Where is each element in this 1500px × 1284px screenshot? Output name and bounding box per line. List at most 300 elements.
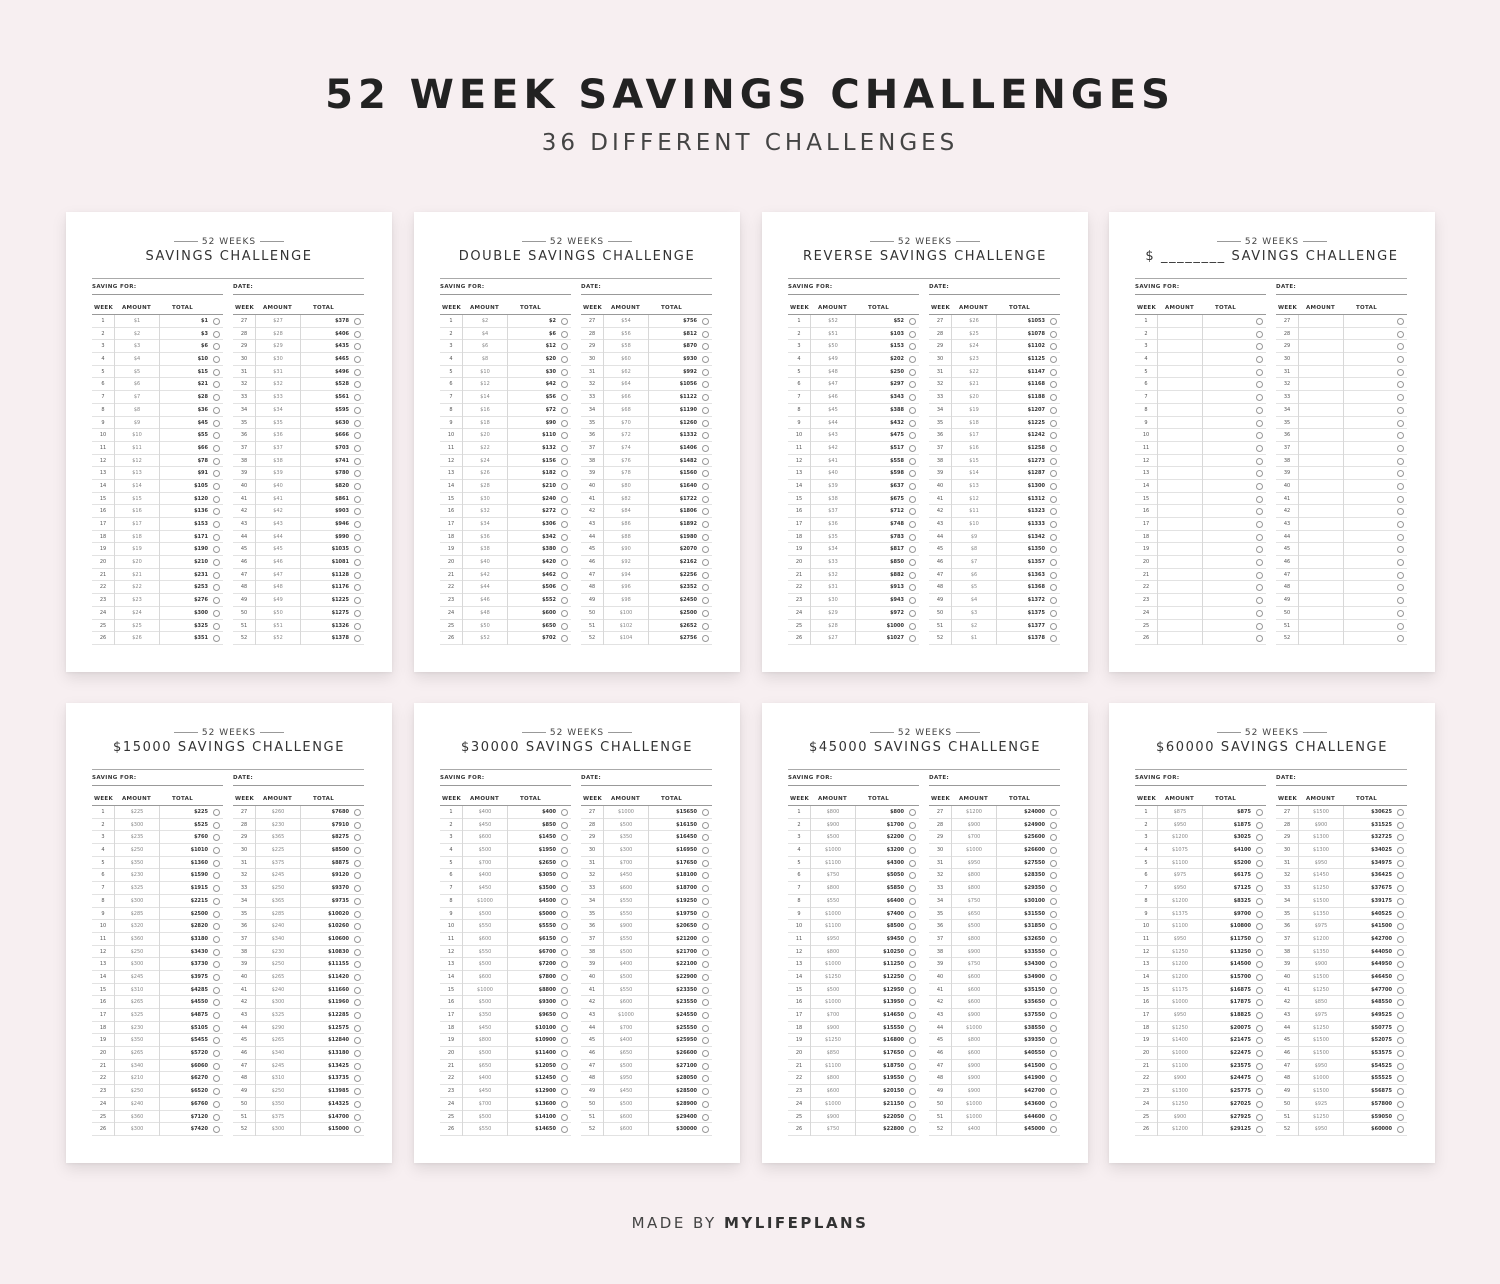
checkbox-circle-icon[interactable] (213, 911, 220, 918)
date-field[interactable] (929, 284, 1060, 295)
checkbox-circle-icon[interactable] (1050, 445, 1057, 452)
checkbox-circle-icon[interactable] (354, 860, 361, 867)
checkbox-circle-icon[interactable] (561, 432, 568, 439)
checkbox-circle-icon[interactable] (1050, 356, 1057, 363)
checkbox-circle-icon[interactable] (909, 885, 916, 892)
checkbox-circle-icon[interactable] (1397, 1101, 1404, 1108)
checkbox-circle-icon[interactable] (1397, 584, 1404, 591)
checkbox-circle-icon[interactable] (561, 860, 568, 867)
checkbox-circle-icon[interactable] (1050, 1088, 1057, 1095)
checkbox-circle-icon[interactable] (561, 534, 568, 541)
checkbox-circle-icon[interactable] (909, 369, 916, 376)
checkbox-circle-icon[interactable] (702, 407, 709, 414)
checkbox-circle-icon[interactable] (909, 1012, 916, 1019)
checkbox-circle-icon[interactable] (1397, 999, 1404, 1006)
checkbox-circle-icon[interactable] (1256, 318, 1263, 325)
checkbox-circle-icon[interactable] (1397, 572, 1404, 579)
checkbox-circle-icon[interactable] (561, 343, 568, 350)
checkbox-circle-icon[interactable] (909, 961, 916, 968)
checkbox-circle-icon[interactable] (1397, 1114, 1404, 1121)
checkbox-circle-icon[interactable] (1397, 318, 1404, 325)
checkbox-circle-icon[interactable] (561, 369, 568, 376)
checkbox-circle-icon[interactable] (354, 872, 361, 879)
checkbox-circle-icon[interactable] (1256, 1126, 1263, 1133)
checkbox-circle-icon[interactable] (1050, 911, 1057, 918)
checkbox-circle-icon[interactable] (909, 483, 916, 490)
checkbox-circle-icon[interactable] (1256, 936, 1263, 943)
checkbox-circle-icon[interactable] (702, 1063, 709, 1070)
checkbox-circle-icon[interactable] (354, 885, 361, 892)
checkbox-circle-icon[interactable] (561, 1050, 568, 1057)
checkbox-circle-icon[interactable] (354, 1075, 361, 1082)
checkbox-circle-icon[interactable] (1050, 597, 1057, 604)
checkbox-circle-icon[interactable] (1256, 331, 1263, 338)
checkbox-circle-icon[interactable] (909, 470, 916, 477)
checkbox-circle-icon[interactable] (213, 559, 220, 566)
checkbox-circle-icon[interactable] (702, 356, 709, 363)
checkbox-circle-icon[interactable] (354, 610, 361, 617)
checkbox-circle-icon[interactable] (1256, 394, 1263, 401)
checkbox-circle-icon[interactable] (702, 872, 709, 879)
checkbox-circle-icon[interactable] (702, 987, 709, 994)
checkbox-circle-icon[interactable] (702, 1126, 709, 1133)
checkbox-circle-icon[interactable] (1256, 1101, 1263, 1108)
checkbox-circle-icon[interactable] (909, 597, 916, 604)
checkbox-circle-icon[interactable] (702, 1114, 709, 1121)
checkbox-circle-icon[interactable] (561, 872, 568, 879)
checkbox-circle-icon[interactable] (1397, 949, 1404, 956)
checkbox-circle-icon[interactable] (702, 936, 709, 943)
checkbox-circle-icon[interactable] (561, 1126, 568, 1133)
checkbox-circle-icon[interactable] (1050, 974, 1057, 981)
checkbox-circle-icon[interactable] (1050, 1012, 1057, 1019)
checkbox-circle-icon[interactable] (1397, 885, 1404, 892)
saving-for-field[interactable] (788, 284, 919, 295)
checkbox-circle-icon[interactable] (1050, 534, 1057, 541)
checkbox-circle-icon[interactable] (1397, 534, 1404, 541)
checkbox-circle-icon[interactable] (213, 999, 220, 1006)
checkbox-circle-icon[interactable] (702, 381, 709, 388)
checkbox-circle-icon[interactable] (702, 1101, 709, 1108)
checkbox-circle-icon[interactable] (213, 508, 220, 515)
checkbox-circle-icon[interactable] (354, 318, 361, 325)
checkbox-circle-icon[interactable] (702, 420, 709, 427)
checkbox-circle-icon[interactable] (354, 496, 361, 503)
checkbox-circle-icon[interactable] (1256, 635, 1263, 642)
checkbox-circle-icon[interactable] (1050, 999, 1057, 1006)
checkbox-circle-icon[interactable] (702, 1050, 709, 1057)
checkbox-circle-icon[interactable] (354, 483, 361, 490)
date-field[interactable] (581, 775, 712, 786)
checkbox-circle-icon[interactable] (702, 623, 709, 630)
checkbox-circle-icon[interactable] (1397, 1025, 1404, 1032)
checkbox-circle-icon[interactable] (702, 445, 709, 452)
checkbox-circle-icon[interactable] (354, 356, 361, 363)
checkbox-circle-icon[interactable] (561, 394, 568, 401)
checkbox-circle-icon[interactable] (213, 809, 220, 816)
checkbox-circle-icon[interactable] (1050, 1126, 1057, 1133)
checkbox-circle-icon[interactable] (1256, 483, 1263, 490)
checkbox-circle-icon[interactable] (1050, 623, 1057, 630)
checkbox-circle-icon[interactable] (561, 458, 568, 465)
checkbox-circle-icon[interactable] (702, 508, 709, 515)
checkbox-circle-icon[interactable] (1397, 470, 1404, 477)
checkbox-circle-icon[interactable] (1397, 597, 1404, 604)
checkbox-circle-icon[interactable] (354, 331, 361, 338)
checkbox-circle-icon[interactable] (909, 911, 916, 918)
checkbox-circle-icon[interactable] (1397, 923, 1404, 930)
checkbox-circle-icon[interactable] (1050, 847, 1057, 854)
checkbox-circle-icon[interactable] (1397, 1012, 1404, 1019)
checkbox-circle-icon[interactable] (1050, 394, 1057, 401)
checkbox-circle-icon[interactable] (1397, 1126, 1404, 1133)
checkbox-circle-icon[interactable] (561, 834, 568, 841)
checkbox-circle-icon[interactable] (213, 961, 220, 968)
checkbox-circle-icon[interactable] (909, 1088, 916, 1095)
checkbox-circle-icon[interactable] (213, 898, 220, 905)
checkbox-circle-icon[interactable] (1256, 1063, 1263, 1070)
checkbox-circle-icon[interactable] (909, 546, 916, 553)
checkbox-circle-icon[interactable] (213, 885, 220, 892)
checkbox-circle-icon[interactable] (213, 381, 220, 388)
checkbox-circle-icon[interactable] (702, 809, 709, 816)
checkbox-circle-icon[interactable] (909, 394, 916, 401)
checkbox-circle-icon[interactable] (213, 584, 220, 591)
checkbox-circle-icon[interactable] (1050, 635, 1057, 642)
checkbox-circle-icon[interactable] (561, 420, 568, 427)
checkbox-circle-icon[interactable] (1050, 809, 1057, 816)
checkbox-circle-icon[interactable] (561, 1037, 568, 1044)
checkbox-circle-icon[interactable] (561, 987, 568, 994)
checkbox-circle-icon[interactable] (213, 432, 220, 439)
checkbox-circle-icon[interactable] (354, 834, 361, 841)
checkbox-circle-icon[interactable] (1256, 1050, 1263, 1057)
checkbox-circle-icon[interactable] (561, 610, 568, 617)
checkbox-circle-icon[interactable] (213, 318, 220, 325)
checkbox-circle-icon[interactable] (354, 381, 361, 388)
checkbox-circle-icon[interactable] (909, 1075, 916, 1082)
checkbox-circle-icon[interactable] (702, 1075, 709, 1082)
checkbox-circle-icon[interactable] (1256, 420, 1263, 427)
checkbox-circle-icon[interactable] (561, 521, 568, 528)
checkbox-circle-icon[interactable] (561, 911, 568, 918)
checkbox-circle-icon[interactable] (909, 1063, 916, 1070)
checkbox-circle-icon[interactable] (909, 420, 916, 427)
checkbox-circle-icon[interactable] (213, 1063, 220, 1070)
checkbox-circle-icon[interactable] (354, 987, 361, 994)
checkbox-circle-icon[interactable] (702, 572, 709, 579)
checkbox-circle-icon[interactable] (1256, 369, 1263, 376)
checkbox-circle-icon[interactable] (1397, 445, 1404, 452)
checkbox-circle-icon[interactable] (1397, 521, 1404, 528)
checkbox-circle-icon[interactable] (1397, 432, 1404, 439)
checkbox-circle-icon[interactable] (1256, 1088, 1263, 1095)
checkbox-circle-icon[interactable] (561, 809, 568, 816)
checkbox-circle-icon[interactable] (1050, 1037, 1057, 1044)
checkbox-circle-icon[interactable] (909, 847, 916, 854)
checkbox-circle-icon[interactable] (1397, 809, 1404, 816)
checkbox-circle-icon[interactable] (213, 834, 220, 841)
checkbox-circle-icon[interactable] (1397, 394, 1404, 401)
checkbox-circle-icon[interactable] (561, 1088, 568, 1095)
checkbox-circle-icon[interactable] (561, 974, 568, 981)
checkbox-circle-icon[interactable] (702, 860, 709, 867)
checkbox-circle-icon[interactable] (213, 822, 220, 829)
checkbox-circle-icon[interactable] (213, 610, 220, 617)
checkbox-circle-icon[interactable] (1256, 961, 1263, 968)
checkbox-circle-icon[interactable] (213, 496, 220, 503)
checkbox-circle-icon[interactable] (909, 356, 916, 363)
checkbox-circle-icon[interactable] (354, 521, 361, 528)
checkbox-circle-icon[interactable] (213, 331, 220, 338)
saving-for-field[interactable] (440, 775, 571, 786)
checkbox-circle-icon[interactable] (354, 572, 361, 579)
checkbox-circle-icon[interactable] (213, 470, 220, 477)
checkbox-circle-icon[interactable] (1397, 974, 1404, 981)
checkbox-circle-icon[interactable] (909, 809, 916, 816)
checkbox-circle-icon[interactable] (909, 898, 916, 905)
checkbox-circle-icon[interactable] (354, 508, 361, 515)
checkbox-circle-icon[interactable] (909, 1126, 916, 1133)
checkbox-circle-icon[interactable] (909, 584, 916, 591)
checkbox-circle-icon[interactable] (561, 572, 568, 579)
checkbox-circle-icon[interactable] (702, 834, 709, 841)
checkbox-circle-icon[interactable] (354, 1114, 361, 1121)
checkbox-circle-icon[interactable] (354, 534, 361, 541)
checkbox-circle-icon[interactable] (1397, 872, 1404, 879)
checkbox-circle-icon[interactable] (909, 534, 916, 541)
checkbox-circle-icon[interactable] (909, 318, 916, 325)
checkbox-circle-icon[interactable] (213, 623, 220, 630)
checkbox-circle-icon[interactable] (909, 860, 916, 867)
checkbox-circle-icon[interactable] (354, 809, 361, 816)
checkbox-circle-icon[interactable] (1256, 860, 1263, 867)
checkbox-circle-icon[interactable] (1050, 343, 1057, 350)
checkbox-circle-icon[interactable] (702, 318, 709, 325)
checkbox-circle-icon[interactable] (1050, 369, 1057, 376)
checkbox-circle-icon[interactable] (1256, 597, 1263, 604)
checkbox-circle-icon[interactable] (1256, 534, 1263, 541)
checkbox-circle-icon[interactable] (1397, 822, 1404, 829)
checkbox-circle-icon[interactable] (561, 898, 568, 905)
date-field[interactable] (1276, 775, 1407, 786)
checkbox-circle-icon[interactable] (1050, 987, 1057, 994)
checkbox-circle-icon[interactable] (213, 949, 220, 956)
checkbox-circle-icon[interactable] (1256, 381, 1263, 388)
checkbox-circle-icon[interactable] (1397, 936, 1404, 943)
checkbox-circle-icon[interactable] (1050, 559, 1057, 566)
checkbox-circle-icon[interactable] (1256, 911, 1263, 918)
checkbox-circle-icon[interactable] (909, 822, 916, 829)
checkbox-circle-icon[interactable] (1397, 458, 1404, 465)
checkbox-circle-icon[interactable] (1256, 885, 1263, 892)
checkbox-circle-icon[interactable] (702, 885, 709, 892)
checkbox-circle-icon[interactable] (354, 1050, 361, 1057)
checkbox-circle-icon[interactable] (1050, 1050, 1057, 1057)
checkbox-circle-icon[interactable] (909, 1037, 916, 1044)
checkbox-circle-icon[interactable] (702, 1025, 709, 1032)
checkbox-circle-icon[interactable] (213, 1050, 220, 1057)
checkbox-circle-icon[interactable] (213, 1037, 220, 1044)
checkbox-circle-icon[interactable] (354, 911, 361, 918)
checkbox-circle-icon[interactable] (354, 822, 361, 829)
checkbox-circle-icon[interactable] (1397, 331, 1404, 338)
checkbox-circle-icon[interactable] (354, 1126, 361, 1133)
checkbox-circle-icon[interactable] (354, 420, 361, 427)
checkbox-circle-icon[interactable] (1397, 623, 1404, 630)
checkbox-circle-icon[interactable] (1397, 610, 1404, 617)
checkbox-circle-icon[interactable] (1050, 1101, 1057, 1108)
checkbox-circle-icon[interactable] (561, 483, 568, 490)
checkbox-circle-icon[interactable] (561, 584, 568, 591)
checkbox-circle-icon[interactable] (909, 331, 916, 338)
checkbox-circle-icon[interactable] (561, 1114, 568, 1121)
checkbox-circle-icon[interactable] (561, 999, 568, 1006)
checkbox-circle-icon[interactable] (1256, 809, 1263, 816)
checkbox-circle-icon[interactable] (354, 369, 361, 376)
checkbox-circle-icon[interactable] (702, 1088, 709, 1095)
checkbox-circle-icon[interactable] (354, 546, 361, 553)
checkbox-circle-icon[interactable] (909, 872, 916, 879)
checkbox-circle-icon[interactable] (354, 445, 361, 452)
checkbox-circle-icon[interactable] (561, 381, 568, 388)
checkbox-circle-icon[interactable] (1256, 1075, 1263, 1082)
checkbox-circle-icon[interactable] (1256, 974, 1263, 981)
checkbox-circle-icon[interactable] (561, 1012, 568, 1019)
checkbox-circle-icon[interactable] (561, 936, 568, 943)
checkbox-circle-icon[interactable] (561, 623, 568, 630)
checkbox-circle-icon[interactable] (1397, 369, 1404, 376)
checkbox-circle-icon[interactable] (213, 572, 220, 579)
checkbox-circle-icon[interactable] (909, 610, 916, 617)
checkbox-circle-icon[interactable] (1050, 432, 1057, 439)
checkbox-circle-icon[interactable] (213, 872, 220, 879)
checkbox-circle-icon[interactable] (213, 923, 220, 930)
checkbox-circle-icon[interactable] (354, 949, 361, 956)
checkbox-circle-icon[interactable] (1050, 470, 1057, 477)
checkbox-circle-icon[interactable] (702, 584, 709, 591)
checkbox-circle-icon[interactable] (354, 597, 361, 604)
checkbox-circle-icon[interactable] (213, 445, 220, 452)
checkbox-circle-icon[interactable] (1397, 987, 1404, 994)
checkbox-circle-icon[interactable] (1397, 898, 1404, 905)
checkbox-circle-icon[interactable] (1397, 483, 1404, 490)
checkbox-circle-icon[interactable] (354, 1037, 361, 1044)
checkbox-circle-icon[interactable] (213, 1114, 220, 1121)
checkbox-circle-icon[interactable] (213, 420, 220, 427)
checkbox-circle-icon[interactable] (1256, 923, 1263, 930)
checkbox-circle-icon[interactable] (909, 559, 916, 566)
checkbox-circle-icon[interactable] (702, 331, 709, 338)
checkbox-circle-icon[interactable] (213, 407, 220, 414)
checkbox-circle-icon[interactable] (1050, 508, 1057, 515)
checkbox-circle-icon[interactable] (354, 1025, 361, 1032)
checkbox-circle-icon[interactable] (1256, 407, 1263, 414)
checkbox-circle-icon[interactable] (561, 318, 568, 325)
checkbox-circle-icon[interactable] (1050, 546, 1057, 553)
checkbox-circle-icon[interactable] (702, 911, 709, 918)
checkbox-circle-icon[interactable] (1397, 420, 1404, 427)
date-field[interactable] (1276, 284, 1407, 295)
checkbox-circle-icon[interactable] (1050, 331, 1057, 338)
checkbox-circle-icon[interactable] (1397, 381, 1404, 388)
checkbox-circle-icon[interactable] (354, 407, 361, 414)
checkbox-circle-icon[interactable] (1256, 898, 1263, 905)
checkbox-circle-icon[interactable] (561, 407, 568, 414)
checkbox-circle-icon[interactable] (702, 546, 709, 553)
checkbox-circle-icon[interactable] (1050, 949, 1057, 956)
checkbox-circle-icon[interactable] (1256, 987, 1263, 994)
checkbox-circle-icon[interactable] (1397, 496, 1404, 503)
checkbox-circle-icon[interactable] (909, 949, 916, 956)
checkbox-circle-icon[interactable] (702, 610, 709, 617)
checkbox-circle-icon[interactable] (702, 559, 709, 566)
checkbox-circle-icon[interactable] (702, 496, 709, 503)
checkbox-circle-icon[interactable] (354, 923, 361, 930)
checkbox-circle-icon[interactable] (561, 546, 568, 553)
checkbox-circle-icon[interactable] (702, 394, 709, 401)
checkbox-circle-icon[interactable] (1256, 508, 1263, 515)
checkbox-circle-icon[interactable] (213, 974, 220, 981)
checkbox-circle-icon[interactable] (1256, 822, 1263, 829)
checkbox-circle-icon[interactable] (354, 635, 361, 642)
checkbox-circle-icon[interactable] (1050, 1063, 1057, 1070)
saving-for-field[interactable] (788, 775, 919, 786)
date-field[interactable] (581, 284, 712, 295)
checkbox-circle-icon[interactable] (1256, 559, 1263, 566)
checkbox-circle-icon[interactable] (909, 343, 916, 350)
checkbox-circle-icon[interactable] (213, 369, 220, 376)
checkbox-circle-icon[interactable] (1050, 584, 1057, 591)
checkbox-circle-icon[interactable] (1397, 343, 1404, 350)
checkbox-circle-icon[interactable] (702, 470, 709, 477)
checkbox-circle-icon[interactable] (213, 597, 220, 604)
checkbox-circle-icon[interactable] (1397, 860, 1404, 867)
checkbox-circle-icon[interactable] (561, 1075, 568, 1082)
checkbox-circle-icon[interactable] (1256, 872, 1263, 879)
checkbox-circle-icon[interactable] (1397, 1088, 1404, 1095)
checkbox-circle-icon[interactable] (909, 496, 916, 503)
checkbox-circle-icon[interactable] (909, 834, 916, 841)
checkbox-circle-icon[interactable] (1256, 584, 1263, 591)
checkbox-circle-icon[interactable] (354, 1012, 361, 1019)
checkbox-circle-icon[interactable] (1050, 610, 1057, 617)
checkbox-circle-icon[interactable] (1256, 834, 1263, 841)
checkbox-circle-icon[interactable] (702, 343, 709, 350)
checkbox-circle-icon[interactable] (702, 432, 709, 439)
checkbox-circle-icon[interactable] (702, 458, 709, 465)
checkbox-circle-icon[interactable] (1397, 1063, 1404, 1070)
checkbox-circle-icon[interactable] (213, 356, 220, 363)
checkbox-circle-icon[interactable] (1397, 911, 1404, 918)
checkbox-circle-icon[interactable] (909, 936, 916, 943)
checkbox-circle-icon[interactable] (213, 1088, 220, 1095)
checkbox-circle-icon[interactable] (1397, 356, 1404, 363)
checkbox-circle-icon[interactable] (1397, 1050, 1404, 1057)
checkbox-circle-icon[interactable] (909, 1050, 916, 1057)
checkbox-circle-icon[interactable] (1050, 318, 1057, 325)
checkbox-circle-icon[interactable] (561, 508, 568, 515)
checkbox-circle-icon[interactable] (561, 331, 568, 338)
checkbox-circle-icon[interactable] (702, 847, 709, 854)
checkbox-circle-icon[interactable] (561, 356, 568, 363)
checkbox-circle-icon[interactable] (702, 923, 709, 930)
checkbox-circle-icon[interactable] (213, 1101, 220, 1108)
checkbox-circle-icon[interactable] (1397, 407, 1404, 414)
checkbox-circle-icon[interactable] (909, 999, 916, 1006)
checkbox-circle-icon[interactable] (561, 597, 568, 604)
checkbox-circle-icon[interactable] (213, 936, 220, 943)
